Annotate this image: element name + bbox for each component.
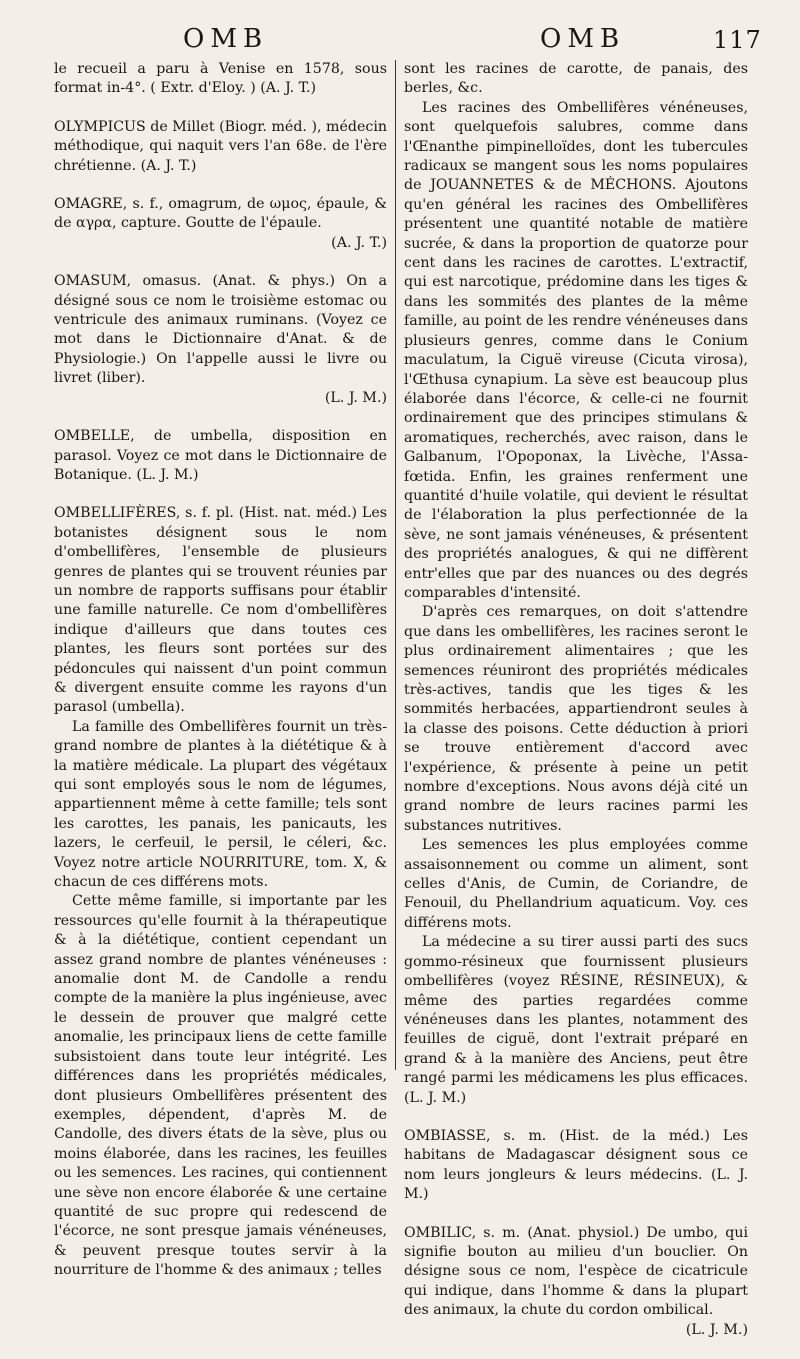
entry-olympicus xyxy=(54,118,387,176)
entry-ombelliferes xyxy=(54,504,387,1280)
entry-text: OMASUM, omasus. (Anat. & phys.) On a désigné sous ce nom le troisième estomac ou ventricule des animaux ruminans. (Voyez ce mot dans le Dictionnaire d'Anat. & de Physiologie.) On l'appelle aussi le livre ou livret (liber). xyxy=(54,273,387,387)
entry-signature: (L. J. M.) xyxy=(685,1321,748,1338)
entry-text: le recueil a paru à Venise en 1578, sous format in-4°. ( Extr. d'Eloy. ) (A. J. T.) xyxy=(54,61,387,97)
header-left-word: OMB xyxy=(183,24,269,54)
left-column xyxy=(54,60,387,1300)
page-number: 117 xyxy=(713,26,762,54)
entry-paragraph: La médecine a su tirer aussi parti des sucs gommo-résineux que fournissent plusieurs ombellifères (voyez RÉSINE, RÉSINEUX), & même des parties regardées comme vénéneuses dans les plantes, notamment des feuilles de ciguë, dont l'extrait préparé en grand & à la manière des Anciens, peut être rangé parmi les médicamens les plus efficaces. (L. J. M.) xyxy=(404,934,748,1106)
entry-signature: (L. J. M.) xyxy=(324,389,387,406)
entry-text: OMBILIC, s. m. (Anat. physiol.) De umbo, qui signifie bouton au milieu d'un bouclier. On désigne sous ce nom, l'espèce de cicatricule qui indique, dans l'homme & dans la plupart des animaux, la chute du cordon ombilical. xyxy=(404,1224,748,1319)
entry-ombilic xyxy=(404,1224,748,1340)
entry-text: OMAGRE, s. f., omagrum, de ωμος, épaule, & de αγρα, capture. Goutte de l'épaule. xyxy=(54,196,387,232)
right-column xyxy=(404,60,748,1359)
entry-text: OMBELLE, de umbella, disposition en parasol. Voyez ce mot dans le Dictionnaire de Botanique. (L. J. M.) xyxy=(54,428,387,483)
entry-text: OMBIASSE, s. m. (Hist. de la méd.) Les habitans de Madagascar désignent sous ce nom leurs jongleurs & leurs médecins. (L. J. M.) xyxy=(404,1127,748,1203)
column-rule xyxy=(395,60,396,1070)
entry-text: sont les racines de carotte, de panais, des berles, &c. xyxy=(404,61,748,97)
entry-paragraph: Les racines des Ombellifères vénéneuses, sont quelquefois salubres, comme dans l'Œnanthe pimpinelloïdes, dont les tubercules radicaux se mangent sous les noms populaires de JOUANNETES & de MÉCHONS. Ajoutons qu'en général les racines des Ombellifères présentent une quantité notable de matière sucrée, & dans la proportion de quatorze pour cent dans les racines de carottes. L'extractif, qui est narcotique, prédomine dans les tiges & dans les sommités des plantes de la même famille, au point de les rendre vénéneuses dans plusieurs genres, comme dans le Conium maculatum, la Ciguë vireuse (Cicuta virosa), l'Œthusa cynapium. La sève est beaucoup plus élaborée dans l'écorce, & celle-ci ne fournit ordinairement que des principes stimulans & aromatiques, recherchés, avec raison, dans le Galbanum, l'Opoponax, la Livèche, l'Assa-fœtida. Enfin, les graines renferment une quantité d'huile volatile, qui devient le résultat de l'élaboration la plus perfectionnée de la sève, ne sont jamais vénéneuses, & présentent des propriétés analogues, & qui ne diffèrent entr'elles que par des nuances ou des degrés comparables d'intensité. xyxy=(404,99,748,601)
entry-text: OLYMPICUS de Millet (Biogr. méd. ), médecin méthodique, qui naquit vers l'an 68e. de l'ère chrétienne. (A. J. T.) xyxy=(54,118,387,174)
running-header xyxy=(0,24,800,64)
entry-text: OMBELLIFÈRES, s. f. pl. (Hist. nat. méd.) Les botanistes désignent sous le nom d'ombellifères, l'ensemble de plusieurs genres de plantes qui se trouvent réunies par un nombre de rapports suffisans pour établir une famille naturelle. Ce nom d'ombellifères indique d'ailleurs que dans toutes ces plantes, les fleurs sont portées sur des pédoncules qui naissent d'un point commun & divergent ensuite comme les rayons d'un parasol (umbella). xyxy=(54,505,387,716)
entry-ombelle xyxy=(54,427,387,485)
entry-paragraph: Les semences les plus employées comme assaisonnement ou comme un aliment, sont celles d'Anis, de Cumin, de Coriandre, de Fenouil, du Phellandrium aquaticum. Voy. ces différens mots. xyxy=(404,837,748,931)
entry-paragraph: Cette même famille, si importante par les ressources qu'elle fournit à la thérapeutique & à la diététique, contient cependant un assez grand nombre de plantes vénéneuses : anomalie dont M. de Candolle a rendu compte de la manière la plus ingénieuse, avec le dessein de prouver que malgré cette anomalie, les principaux liens de cette famille subsistoient dans toute leur intégrité. Les différences dans les propriétés médicales, dont plusieurs Ombellifères présentent des exemples, dépendent, d'après M. de Candolle, des divers états de la sève, plus ou moins élaborée, dans les racines, les feuilles ou les semences. Les racines, qui contiennent une sève non encore élaborée & une certaine quantité de suc propre qui redescend de l'écorce, ne sont presque jamais vénéneuses, & peuvent presque toutes servir à la nourriture de l'homme & des animaux ; telles xyxy=(54,893,387,1279)
entry-recueil xyxy=(54,60,387,99)
entry-ombelliferes-cont xyxy=(404,60,748,1108)
entry-ombiasse xyxy=(404,1127,748,1205)
header-right-word: OMB xyxy=(540,24,626,54)
entry-paragraph: D'après ces remarques, on doit s'attendre que dans les ombellifères, les racines seront le plus ordinairement alimentaires ; que les semences réuniront des propriétés médicales très-actives, tandis que les tiges & les sommités herbacées, appartiendront seules à la classe des poisons. Cette déduction à priori se trouve entièrement d'accord avec l'expérience, & présente à peine un petit nombre d'exceptions. Nous avons déjà cité un grand nombre de leurs racines parmi les substances nutritives. xyxy=(404,604,748,834)
entry-omasum xyxy=(54,272,387,408)
entry-paragraph: La famille des Ombellifères fournit un très-grand nombre de plantes à la diététique & à la matière médicale. La plupart des végétaux qui sont employés sous le nom de légumes, appartiennent même à cette famille; tels sont les carottes, les panais, les panicauts, les lazers, le cerfeuil, le persil, le céleri, &c. Voyez notre article NOURRITURE, tom. X, & chacun de ces différens mots. xyxy=(54,718,387,891)
entry-signature: (A. J. T.) xyxy=(331,234,387,251)
entry-omagre xyxy=(54,195,387,253)
